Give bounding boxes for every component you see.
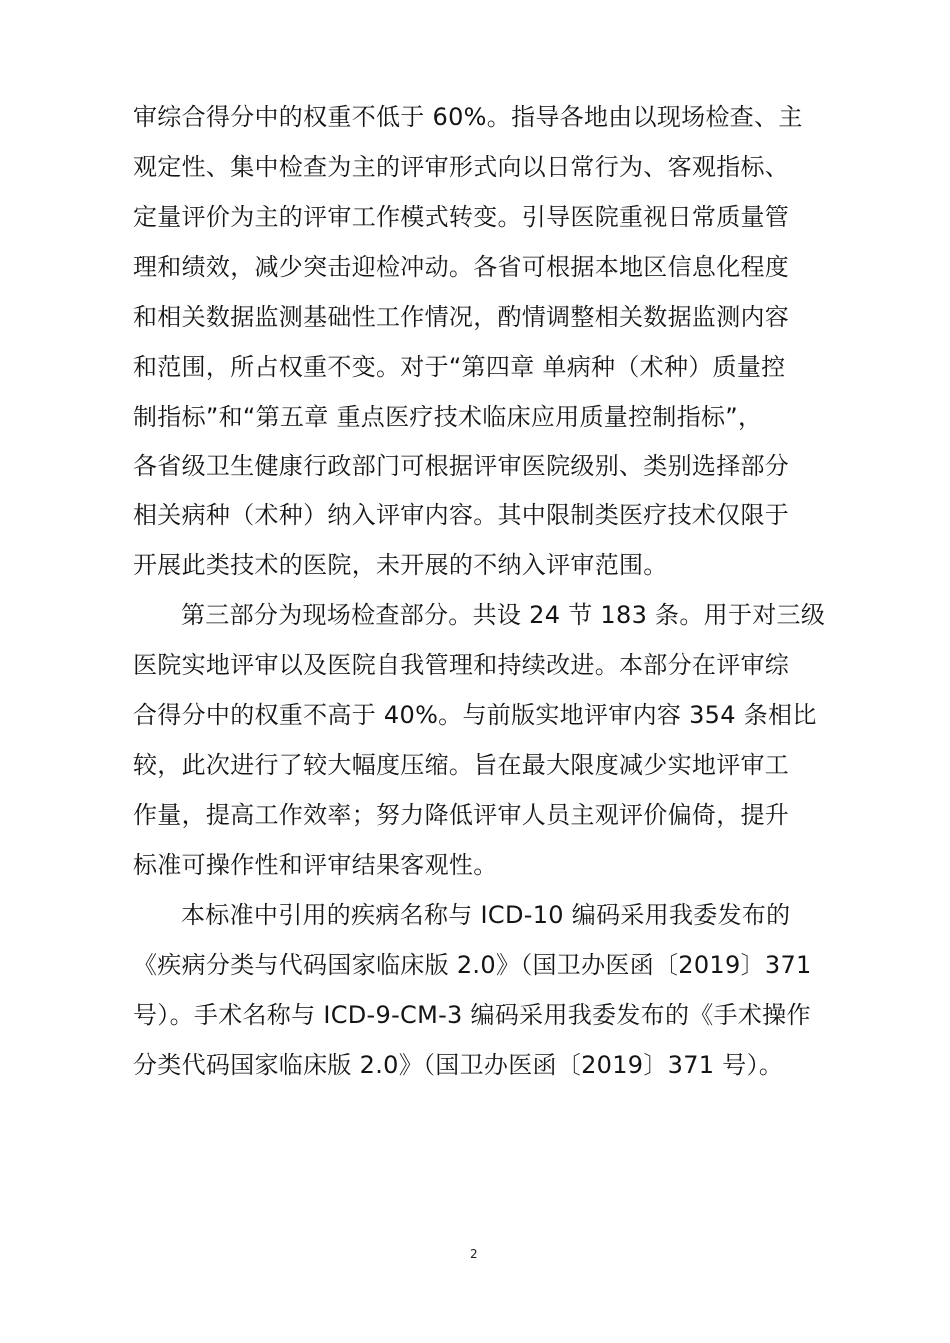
text-line: 作量，提高工作效率；努力降低评审人员主观评价偏倚，提升 <box>133 801 790 829</box>
text-line: 较，此次进行了较大幅度压缩。旨在最大限度减少实地评审工 <box>133 751 790 779</box>
text-line: 分类代码国家临床版 2.0》（国卫办医函〔2019〕371 号）。 <box>133 1051 784 1079</box>
text-line: 定量评价为主的评审工作模式转变。引导医院重视日常质量管 <box>133 203 790 231</box>
text-line: 本标准中引用的疾病名称与 ICD-10 编码采用我委发布的 <box>181 901 791 929</box>
text-line: 号）。手术名称与 ICD-9-CM-3 编码采用我委发布的《手术操作 <box>133 1001 811 1029</box>
text-line: 和相关数据监测基础性工作情况，酌情调整相关数据监测内容 <box>133 303 790 331</box>
text-line: 第三部分为现场检查部分。共设 24 节 183 条。用于对三级 <box>181 601 826 629</box>
text-line: 理和绩效，减少突击迎检冲动。各省可根据本地区信息化程度 <box>133 253 790 281</box>
text-line: 和范围，所占权重不变。对于“第四章 单病种（术种）质量控 <box>133 353 786 381</box>
text-line: 开展此类技术的医院，未开展的不纳入评审范围。 <box>133 551 668 579</box>
text-line: 医院实地评审以及医院自我管理和持续改进。本部分在评审综 <box>133 651 790 679</box>
page-number: 2 <box>470 1247 478 1261</box>
text-line: 各省级卫生健康行政部门可根据评审医院级别、类别选择部分 <box>133 452 790 480</box>
text-line: 标准可操作性和评审结果客观性。 <box>133 851 498 879</box>
text-line: 合得分中的权重不高于 40%。与前版实地评审内容 354 条相比 <box>133 701 817 729</box>
text-line: 《疾病分类与代码国家临床版 2.0》（国卫办医函〔2019〕371 <box>133 951 812 979</box>
text-line: 相关病种（术种）纳入评审内容。其中限制类医疗技术仅限于 <box>133 501 790 529</box>
text-line: 观定性、集中检查为主的评审形式向以日常行为、客观指标、 <box>133 153 790 181</box>
text-line: 制指标”和“第五章 重点医疗技术临床应用质量控制指标”， <box>133 403 763 431</box>
text-line: 审综合得分中的权重不低于 60%。指导各地由以现场检查、主 <box>133 103 803 131</box>
